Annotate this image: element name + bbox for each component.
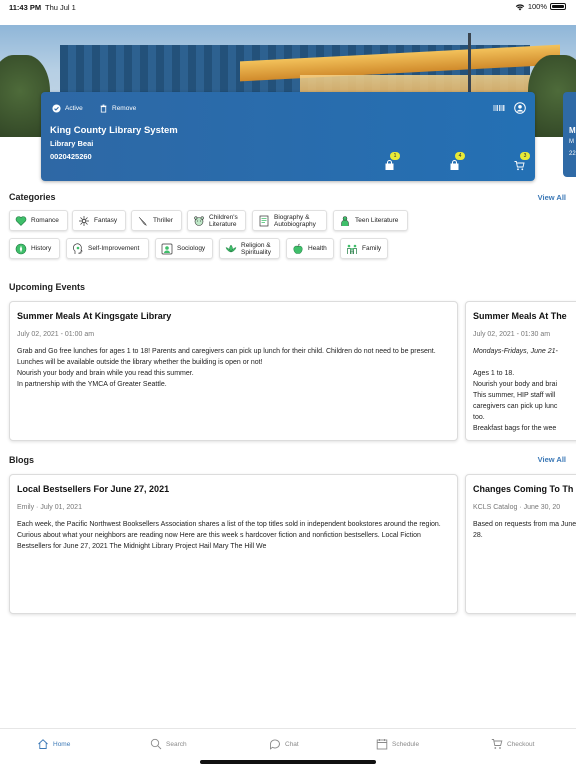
blogs-view-all[interactable]: View All bbox=[537, 455, 566, 464]
category-romance[interactable] bbox=[9, 210, 68, 231]
chat-icon bbox=[269, 738, 281, 750]
blog-meta: Emily · July 01, 2021 bbox=[17, 504, 82, 511]
people-icon bbox=[161, 243, 173, 255]
tab-label: Home bbox=[53, 740, 71, 748]
calendar-icon bbox=[376, 738, 388, 750]
category-self-improvement[interactable] bbox=[66, 238, 149, 259]
category-label: History bbox=[31, 245, 52, 252]
status-right bbox=[515, 2, 566, 11]
checkouts-button[interactable] bbox=[449, 153, 463, 172]
event-card[interactable] bbox=[9, 301, 458, 441]
knife-icon bbox=[137, 215, 149, 227]
status-time: 11:43 PM bbox=[9, 3, 42, 12]
remove-button[interactable] bbox=[99, 104, 136, 113]
holds-badge: 1 bbox=[390, 152, 400, 160]
event-paragraph: Breakfast bags for the wee bbox=[473, 425, 557, 432]
home-icon bbox=[37, 738, 49, 750]
category-label: Religion & Spirituality bbox=[241, 241, 271, 256]
category-fantasy[interactable] bbox=[72, 210, 126, 231]
checkouts-badge: 4 bbox=[455, 152, 465, 160]
category-label: Sociology bbox=[177, 245, 206, 252]
blog-card[interactable] bbox=[465, 474, 576, 614]
peek-line: M bbox=[569, 139, 574, 145]
bear-icon bbox=[193, 215, 205, 227]
event-title: Summer Meals At Kingsgate Library bbox=[17, 311, 172, 321]
event-date: July 02, 2021 - 01:00 am bbox=[17, 331, 95, 338]
bag-icon bbox=[384, 160, 395, 171]
profile-icon[interactable] bbox=[514, 102, 526, 114]
person-icon bbox=[339, 215, 351, 227]
category-sociology[interactable] bbox=[155, 238, 213, 259]
peek-line: 22 bbox=[569, 151, 576, 157]
library-name: King County Library System bbox=[50, 125, 178, 136]
category-label: Health bbox=[308, 245, 327, 252]
check-circle-icon bbox=[52, 104, 61, 113]
event-paragraph: too. bbox=[473, 414, 485, 421]
tab-label: Chat bbox=[285, 740, 299, 748]
cart-icon bbox=[514, 160, 525, 171]
tab-schedule[interactable] bbox=[376, 738, 419, 750]
tab-search[interactable] bbox=[150, 738, 187, 750]
tab-label: Checkout bbox=[507, 740, 535, 748]
event-paragraph: Ages 1 to 18. bbox=[473, 370, 515, 377]
event-title: Summer Meals At The bbox=[473, 311, 567, 321]
active-label: Active bbox=[65, 105, 83, 112]
category-childrens-literature[interactable] bbox=[187, 210, 246, 231]
category-label: Family bbox=[362, 245, 382, 252]
holds-button[interactable] bbox=[384, 153, 398, 172]
battery-icon bbox=[550, 3, 566, 10]
category-label: Teen Literature bbox=[355, 217, 399, 224]
category-label: Thriller bbox=[153, 217, 173, 224]
blog-card[interactable] bbox=[9, 474, 458, 614]
category-label: Children's Literature bbox=[209, 213, 238, 228]
event-paragraph: This summer, HIP staff will bbox=[473, 392, 556, 399]
events-title: Upcoming Events bbox=[9, 282, 86, 292]
blog-excerpt: Each week, the Pacific Northwest Booksellers Association shares a list of the top titles sold in independent bookstores around the region. Curious about what your neighbors are reading now Here are this week s hardcover fiction and nonfiction bestsellers. Local Fiction Bestsellers for June 27, 2021 The Midnight Library Project Hail Mary The Hill We bbox=[17, 521, 441, 550]
document-icon bbox=[258, 215, 270, 227]
head-icon bbox=[72, 243, 84, 255]
wifi-icon bbox=[515, 3, 525, 11]
library-card-next[interactable] bbox=[563, 92, 576, 177]
category-teen-literature[interactable] bbox=[333, 210, 408, 231]
category-biography[interactable] bbox=[252, 210, 327, 231]
battery-percent: 100% bbox=[527, 2, 547, 11]
categories-title: Categories bbox=[9, 192, 56, 202]
status-bar bbox=[0, 0, 576, 14]
apple-icon bbox=[292, 243, 304, 255]
remove-label: Remove bbox=[112, 105, 137, 112]
flower-icon bbox=[78, 215, 90, 227]
tab-label: Schedule bbox=[392, 740, 420, 748]
event-description bbox=[17, 346, 451, 390]
categories-view-all[interactable]: View All bbox=[537, 193, 566, 202]
category-health[interactable] bbox=[286, 238, 334, 259]
blog-title: Changes Coming To Th bbox=[473, 484, 574, 494]
home-indicator[interactable] bbox=[200, 760, 376, 764]
cart-button[interactable] bbox=[514, 153, 528, 172]
event-description bbox=[473, 346, 558, 434]
category-thriller[interactable] bbox=[131, 210, 182, 231]
peek-line: M bbox=[569, 126, 576, 135]
family-icon bbox=[346, 243, 358, 255]
event-card[interactable] bbox=[465, 301, 576, 441]
user-name: Library Beai bbox=[50, 139, 94, 148]
barcode-icon[interactable] bbox=[493, 102, 505, 114]
event-date: July 02, 2021 - 01:30 am bbox=[473, 331, 551, 338]
bag-icon bbox=[449, 160, 460, 171]
category-label: Self-Improvement bbox=[88, 245, 140, 252]
tab-label: Search bbox=[166, 740, 187, 748]
blogs-title: Blogs bbox=[9, 455, 35, 465]
cart-icon bbox=[491, 738, 503, 750]
blog-meta: KCLS Catalog · June 30, 20 bbox=[473, 504, 561, 511]
blog-title: Local Bestsellers For June 27, 2021 bbox=[17, 484, 170, 494]
lotus-icon bbox=[225, 243, 237, 255]
event-paragraph: Nourish your body and brain while you read this summer. bbox=[17, 370, 194, 377]
event-schedule: Mondays-Fridays, June 21- bbox=[473, 348, 558, 355]
cart-badge: 3 bbox=[520, 152, 530, 160]
card-number: 0020425260 bbox=[50, 152, 92, 161]
library-card[interactable] bbox=[41, 92, 535, 181]
category-label: Biography & Autobiography bbox=[274, 213, 316, 228]
event-paragraph: Nourish your body and brai bbox=[473, 381, 558, 388]
category-label: Fantasy bbox=[94, 217, 118, 224]
active-status[interactable] bbox=[52, 104, 83, 113]
tab-checkout[interactable] bbox=[491, 738, 534, 750]
category-religion-spirituality[interactable] bbox=[219, 238, 280, 259]
event-paragraph: Lunches will be available outside the library whether the building is open or not! bbox=[17, 359, 263, 366]
search-icon bbox=[150, 738, 162, 750]
category-label: Romance bbox=[31, 217, 59, 224]
event-paragraph: In partnership with the YMCA of Greater Seattle. bbox=[17, 381, 167, 388]
tab-home[interactable] bbox=[37, 738, 70, 750]
status-date: Thu Jul 1 bbox=[45, 3, 76, 12]
event-paragraph: Grab and Go free lunches for ages 1 to 18! Parents and caregivers can pick up lunch for their child. Children do not need to be present. bbox=[17, 348, 436, 355]
category-history[interactable] bbox=[9, 238, 60, 259]
blog-excerpt: Based on requests from ma June 28. bbox=[473, 521, 576, 539]
tab-chat[interactable] bbox=[269, 738, 299, 750]
category-family[interactable] bbox=[340, 238, 388, 259]
compass-icon bbox=[15, 243, 27, 255]
heart-icon bbox=[15, 215, 27, 227]
trash-icon bbox=[99, 104, 108, 113]
event-paragraph: caregivers can pick up lunc bbox=[473, 403, 558, 410]
